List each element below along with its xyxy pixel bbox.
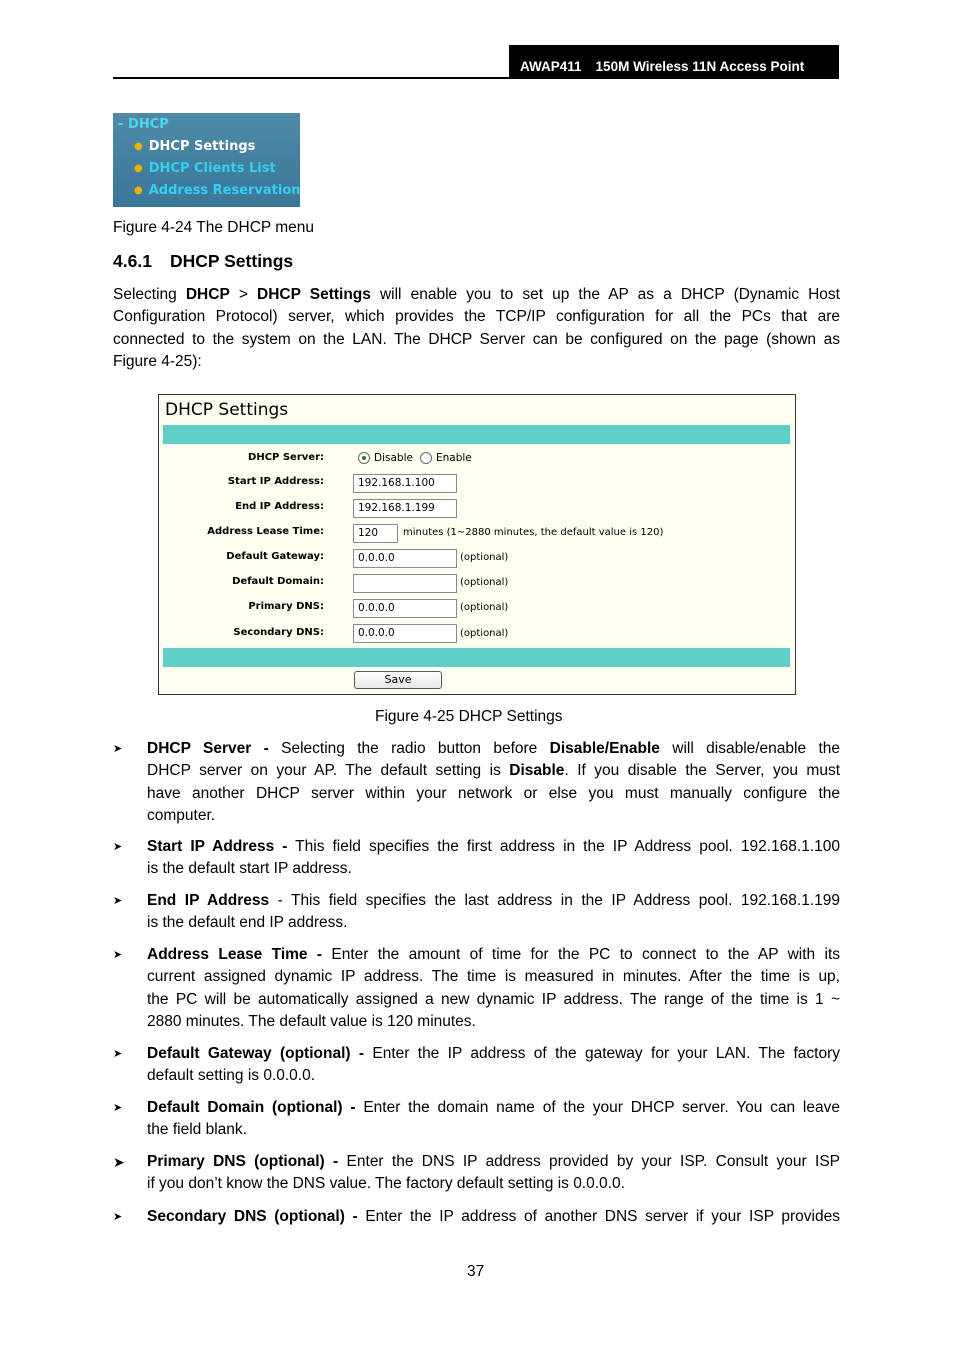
dhcp-server-label: DHCP Server: bbox=[248, 452, 324, 463]
section-heading bbox=[113, 251, 293, 272]
start-ip-label: Start IP Address: bbox=[227, 476, 324, 487]
end-ip-label: End IP Address: bbox=[235, 501, 324, 512]
optional-note: (optional) bbox=[460, 628, 509, 639]
optional-note: (optional) bbox=[460, 602, 509, 613]
end-ip-input[interactable]: 192.168.1.199 bbox=[353, 499, 457, 518]
start-ip-input[interactable]: 192.168.1.100 bbox=[353, 474, 457, 493]
intro-paragraph: Selecting DHCP > DHCP Settings will enable you to set up the AP as a DHCP (Dynamic Host Configuration Protocol) server, which provides the TCP/IP configuration for all the PCs that are connected to the system on the LAN. The DHCP Server can be configured on the page (shown as Figure 4-25): bbox=[113, 286, 840, 370]
dhcp-menu bbox=[113, 113, 300, 207]
menu-item-dhcp-clients-list[interactable]: ● DHCP Clients List bbox=[134, 161, 276, 176]
arrow-bullet-icon: ➤ bbox=[113, 895, 123, 907]
lease-time-note: minutes (1~2880 minutes, the default value is 120) bbox=[403, 527, 664, 538]
page-header bbox=[509, 45, 839, 79]
enable-radio[interactable] bbox=[420, 452, 432, 464]
lease-time-input[interactable]: 120 bbox=[353, 524, 398, 543]
bullet-icon: ● bbox=[134, 141, 143, 152]
default-gateway-label: Default Gateway: bbox=[226, 551, 324, 562]
save-button[interactable]: Save bbox=[354, 671, 442, 689]
header-model: AWAP411 bbox=[520, 59, 582, 74]
form-footer-band bbox=[163, 648, 790, 667]
arrow-bullet-icon: ➤ bbox=[113, 1048, 123, 1060]
menu-item-dhcp[interactable]: – DHCP bbox=[117, 117, 169, 132]
bullet-icon: ● bbox=[134, 185, 143, 196]
header-rule bbox=[113, 77, 839, 79]
enable-label: Enable bbox=[436, 452, 472, 464]
disable-radio[interactable] bbox=[358, 452, 370, 464]
bullet-icon: ● bbox=[134, 163, 143, 174]
menu-item-address-reservation[interactable]: ● Address Reservation bbox=[134, 183, 301, 198]
default-gateway-input[interactable]: 0.0.0.0 bbox=[353, 549, 457, 568]
lease-time-label: Address Lease Time: bbox=[207, 526, 324, 537]
optional-note: (optional) bbox=[460, 552, 509, 563]
arrow-bullet-icon: ➤ bbox=[113, 1154, 125, 1170]
arrow-bullet-icon: ➤ bbox=[113, 1102, 123, 1114]
arrow-bullet-icon: ➤ bbox=[113, 1211, 123, 1223]
figure-4-24-caption: Figure 4-24 The DHCP menu bbox=[113, 219, 315, 236]
form-header-band bbox=[163, 425, 790, 444]
secondary-dns-label: Secondary DNS: bbox=[233, 627, 324, 638]
disable-label: Disable bbox=[374, 452, 413, 464]
secondary-dns-input[interactable]: 0.0.0.0 bbox=[353, 624, 457, 643]
primary-dns-label: Primary DNS: bbox=[248, 601, 324, 612]
primary-dns-input[interactable]: 0.0.0.0 bbox=[353, 599, 457, 618]
default-domain-input[interactable] bbox=[353, 574, 457, 593]
default-domain-label: Default Domain: bbox=[232, 576, 324, 587]
optional-note: (optional) bbox=[460, 577, 509, 588]
menu-item-dhcp-settings[interactable]: ● DHCP Settings bbox=[134, 139, 256, 154]
arrow-bullet-icon: ➤ bbox=[113, 743, 123, 755]
dhcp-settings-form bbox=[158, 394, 796, 695]
figure-4-25-caption: Figure 4-25 DHCP Settings bbox=[375, 708, 563, 725]
arrow-bullet-icon: ➤ bbox=[113, 841, 123, 853]
collapse-icon: – bbox=[117, 117, 124, 132]
page-number: 37 bbox=[467, 1263, 485, 1280]
section-number: 4.6.1 bbox=[113, 251, 152, 271]
form-title: DHCP Settings bbox=[165, 400, 289, 420]
header-product: 150M Wireless 11N Access Point bbox=[595, 59, 805, 74]
arrow-bullet-icon: ➤ bbox=[113, 949, 123, 961]
section-title: DHCP Settings bbox=[170, 251, 294, 271]
